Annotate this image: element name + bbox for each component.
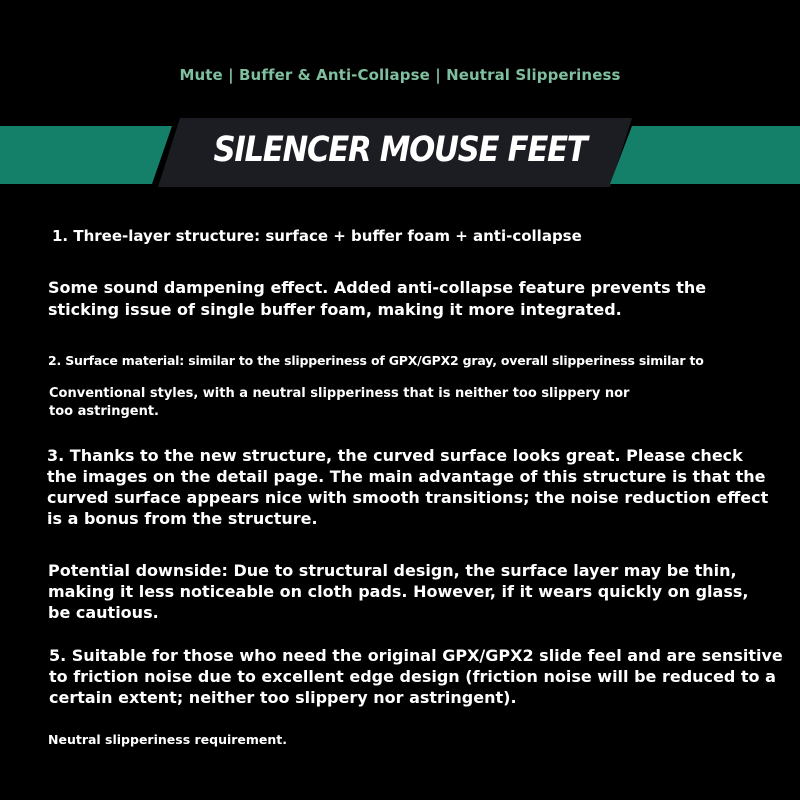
feature-surface-detail: Conventional styles, with a neutral slipperiness that is neither too slippery nor too astringent.	[49, 386, 630, 419]
tagline: Mute | Buffer & Anti-Collapse | Neutral Slipperiness	[179, 66, 621, 84]
banner-title: SILENCER MOUSE FEET	[213, 130, 587, 170]
feature-surface-material: 2. Surface material: similar to the slipperiness of GPX/GPX2 gray, overall slipperiness similar to	[48, 353, 704, 368]
slipperiness-note: Neutral slipperiness requirement.	[48, 732, 288, 747]
potential-downside: Potential downside: Due to structural design, the surface layer may be thin, making it less noticeable on cloth pads. However, if it wears quickly on glass, be cautious.	[48, 561, 749, 622]
feature-structure-detail: Some sound dampening effect. Added anti-collapse feature prevents the sticking issue of single buffer foam, making it more integrated.	[48, 278, 707, 319]
title-banner	[0, 118, 800, 187]
feature-curved-surface: 3. Thanks to the new structure, the curved surface looks great. Please check the images on the detail page. The main advantage of this structure is that the curved surface appears nice with smooth transitions; the noise reduction effect is a bonus from the structure.	[47, 446, 769, 528]
feature-structure: 1. Three-layer structure: surface + buffer foam + anti-collapse	[52, 227, 582, 245]
feature-suitability: 5. Suitable for those who need the original GPX/GPX2 slide feel and are sensitive to friction noise due to excellent edge design (friction noise will be reduced to a certain extent; neither too slippery nor astringent).	[49, 646, 783, 707]
